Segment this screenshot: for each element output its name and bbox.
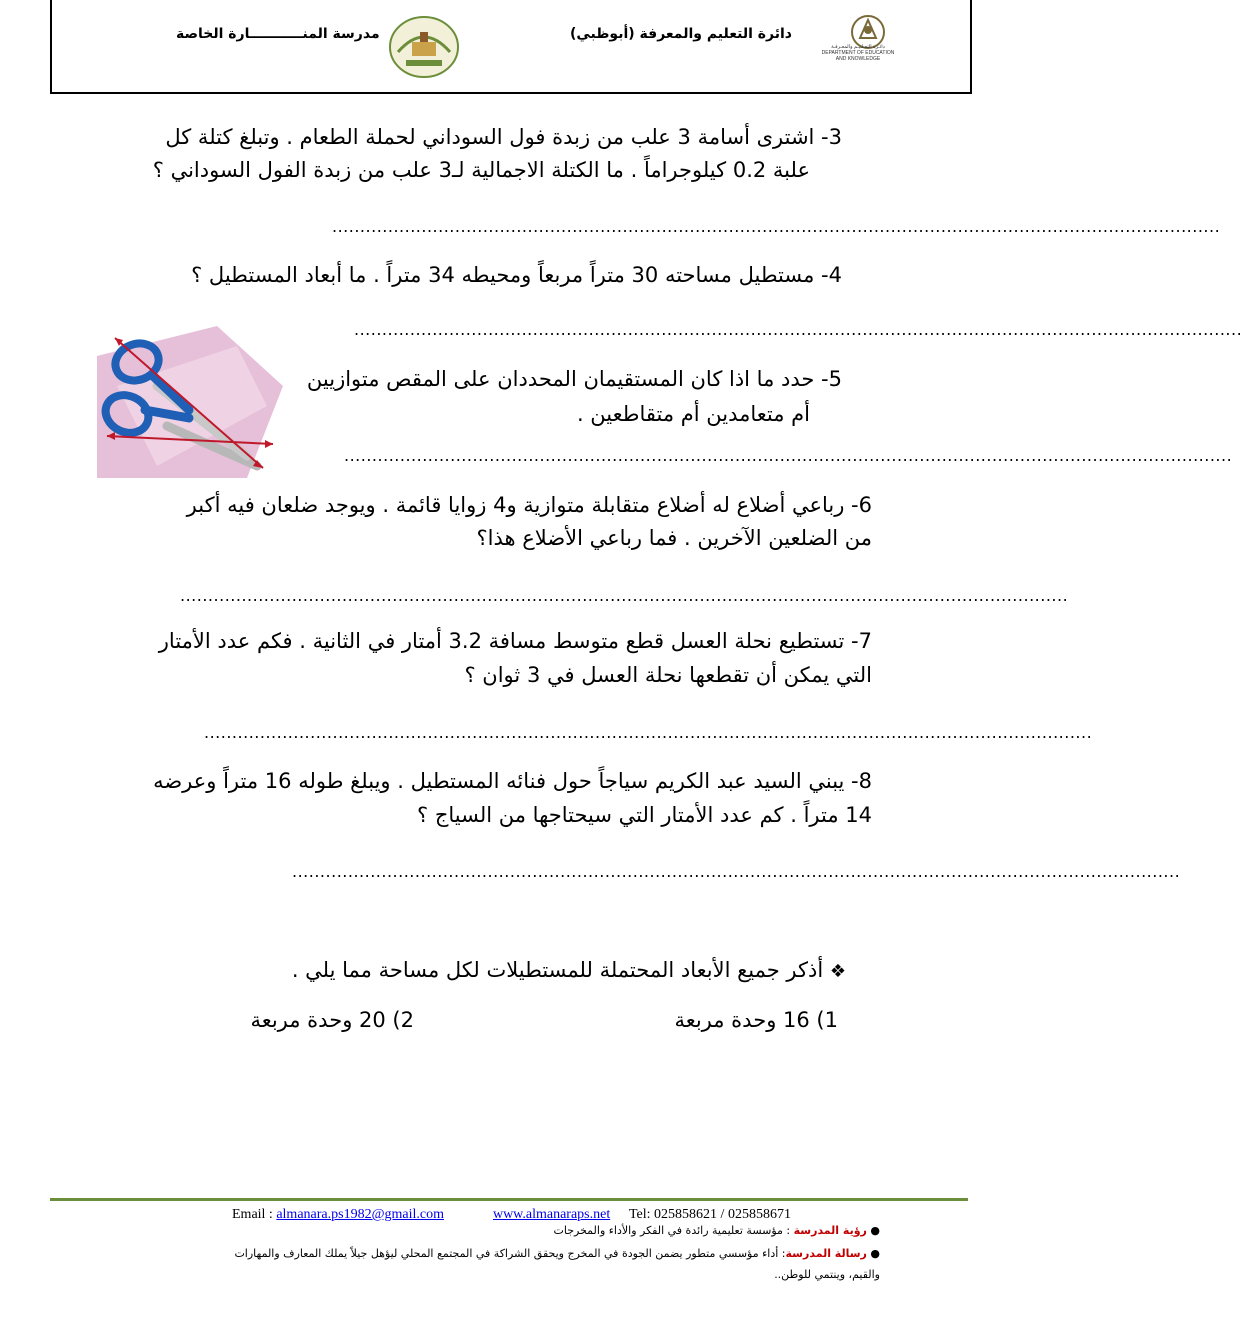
answer-line-6: ............................................................................................................................................................... bbox=[180, 586, 1069, 605]
school-mission-continued: والقيم، وينتمي للوطن.. bbox=[774, 1268, 880, 1281]
bullet-dot-icon: ● bbox=[870, 1224, 880, 1237]
question-7-line-2: التي يمكن أن تقطعها نحلة العسل في 3 ثوان ؟ bbox=[464, 663, 872, 687]
mission-text: : أداء مؤسسي متطور يضمن الجودة في المخرج ويحقق الشراكة في المجتمع المحلي ليؤهل جيلاً يملك المعارف والمهارات bbox=[234, 1247, 786, 1260]
vision-label: رؤية المدرسة bbox=[793, 1224, 867, 1237]
question-7-line-1: 7- تستطيع نحلة العسل قطع متوسط مسافة 3.2 أمتار في الثانية . فكم عدد الأمتار bbox=[158, 629, 872, 653]
question-6-line-1: 6- رباعي أضلاع له أضلاع متقابلة متوازية و4 زوايا قائمة . ويوجد ضلعان فيه أكبر bbox=[186, 493, 872, 517]
answer-line-8: ............................................................................................................................................................... bbox=[292, 862, 1181, 881]
answer-line-5: ............................................................................................................................................................... bbox=[344, 446, 1233, 465]
email-label: Email : bbox=[232, 1207, 277, 1222]
question-3-line-1: 3- اشترى أسامة 3 علب من زبدة فول السوداني لحملة الطعام . وتبلغ كتلة كل bbox=[165, 125, 842, 149]
department-title: دائرة التعليم والمعرفة (أبوظبي) bbox=[569, 26, 792, 42]
telephone: Tel: 025858621 / 025858671 bbox=[628, 1207, 791, 1222]
question-3-line-2: علبة 0.2 كيلوجراماً . ما الكتلة الاجمالية لـ3 علب من زبدة الفول السوداني ؟ bbox=[152, 158, 810, 182]
question-6-line-2: من الضلعين الآخرين . فما رباعي الأضلاع هذا؟ bbox=[476, 526, 872, 550]
school-name: مدرسة المنـــــــــــارة الخاصة bbox=[176, 26, 380, 42]
diamond-bullet-icon: ❖ bbox=[829, 961, 846, 982]
task-text: أذكر جميع الأبعاد المحتملة للمستطيلات لكل مساحة مما يلي . bbox=[291, 958, 824, 982]
question-5-line-1: 5- حدد ما اذا كان المستقيمان المحددان على المقص متوازيين bbox=[306, 367, 842, 391]
school-mission bbox=[234, 1247, 880, 1260]
answer-line-4: ............................................................................................................................................................... bbox=[354, 320, 1242, 339]
question-5-line-2: أم متعامدين أم متقاطعين . bbox=[576, 402, 810, 426]
vision-text: : مؤسسة تعليمية رائدة في الفكر والأداء والمخرجات bbox=[553, 1224, 794, 1237]
school-vision bbox=[554, 1224, 881, 1237]
area-item-2: 2) 20 وحدة مربعة bbox=[250, 1008, 414, 1032]
footer-rule bbox=[50, 1198, 968, 1201]
answer-line-7: ............................................................................................................................................................... bbox=[204, 723, 1093, 742]
scissors-icon bbox=[97, 326, 283, 478]
school-logo-icon bbox=[386, 12, 462, 82]
task-instruction bbox=[292, 958, 846, 982]
contact-line bbox=[232, 1207, 791, 1223]
website-link[interactable]: www.almanaraps.net bbox=[492, 1207, 611, 1222]
area-item-1: 1) 16 وحدة مربعة bbox=[674, 1008, 838, 1032]
email-link[interactable]: almanara.ps1982@gmail.com bbox=[276, 1207, 444, 1222]
question-4: 4- مستطيل مساحته 30 متراً مربعاً ومحيطه 34 متراً . ما أبعاد المستطيل ؟ bbox=[191, 263, 842, 287]
bullet-dot-icon: ● bbox=[870, 1247, 880, 1260]
answer-line-3: ............................................................................................................................................................... bbox=[332, 217, 1221, 236]
mission-label: رسالة المدرسة bbox=[785, 1247, 867, 1260]
question-8-line-1: 8- يبني السيد عبد الكريم سياجاً حول فنائه المستطيل . ويبلغ طوله 16 متراً وعرضه bbox=[153, 769, 872, 793]
question-8-line-2: 14 متراً . كم عدد الأمتار التي سيحتاجها من السياج ؟ bbox=[417, 803, 872, 827]
emblem-caption: دائـرة التعـلـيـم والمعـرفـة DEPARTMENT OF EDUCATION AND KNOWLEDGE bbox=[821, 44, 895, 62]
